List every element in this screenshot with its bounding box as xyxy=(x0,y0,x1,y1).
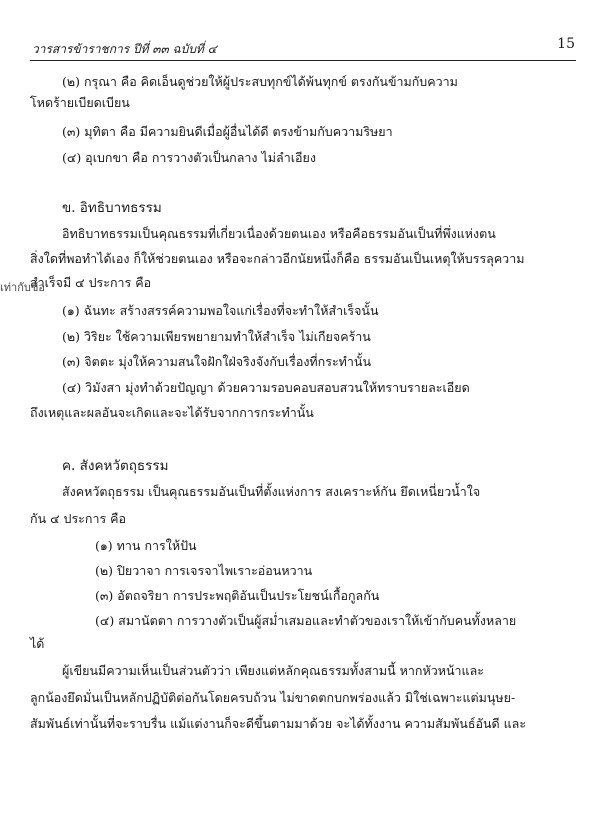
text-line: กัน ๔ ประการ คือ xyxy=(30,511,127,526)
list-item: (๑) ทาน การให้ปัน xyxy=(95,538,197,553)
text-line: (๔) อุเบกขา คือ การวางตัวเป็นกลาง ไม่ลำเอียง xyxy=(62,150,316,165)
text-line: (๓) มุทิตา คือ มีความยินดีเมื่อผู้อื่นได้ดี ตรงข้ามกับความริษยา xyxy=(62,124,393,139)
list-item: (๓) จิตตะ มุ่งให้ความสนใจฝักใฝ่จริงจังกับเรื่องที่กระทำนั้น xyxy=(62,354,372,369)
running-header xyxy=(30,36,575,58)
journal-title: วารสารข้าราชการ ปีที่ ๓๓ ฉบับที่ ๔ xyxy=(32,42,217,56)
text-line: ถึงเหตุและผลอันจะเกิดและจะได้รับจากการกระทำนั้น xyxy=(30,405,314,420)
section-heading: ค. สังคหวัตถุธรรม xyxy=(62,458,169,474)
text-line: สิ่งใดที่พอทำได้เอง ก็ให้ช่วยตนเอง หรือจะกล่าวอีกนัยหนึ่งก็คือ ธรรมอันเป็นเหตุให้บรรลุความ xyxy=(30,251,525,266)
text-line: ผู้เขียนมีความเห็นเป็นส่วนตัวว่า เพียงแต่หลักคุณธรรมทั้งสามนี้ หากหัวหน้าและ xyxy=(62,663,484,678)
page-number: 15 xyxy=(557,36,575,52)
list-item: (๑) ฉันทะ สร้างสรรค์ความพอใจแก่เรื่องที่จะทำให้สำเร็จนั้น xyxy=(62,303,379,318)
text-line: (๒) กรุณา คือ คิดเอ็นดูช่วยให้ผู้ประสบทุกข์ได้พ้นทุกข์ ตรงกันข้ามกับความ xyxy=(62,74,458,89)
list-item: (๔) วิมังสา มุ่งทำด้วยปัญญา ด้วยความรอบคอบสอบสวนให้ทราบรายละเอียด xyxy=(62,380,470,395)
text-line: สำเร็จมี ๔ ประการ คือ xyxy=(30,275,152,290)
text-line: โหดร้ายเบียดเบียน xyxy=(30,95,130,110)
header-rule xyxy=(30,60,576,61)
text-line: ได้ xyxy=(30,636,45,651)
section-heading: ข. อิทธิบาทธรรม xyxy=(62,200,162,216)
text-line: สังคหวัตถุธรรม เป็นคุณธรรมอันเป็นที่ตั้งแห่งการ สงเคราะห์กัน ยึดเหนี่ยวน้ำใจ xyxy=(62,484,481,499)
text-line: ลูกน้องยึดมั่นเป็นหลักปฏิบัติต่อกันโดยครบถ้วน ไม่ขาดตกบกพร่องแล้ว มิใช่เฉพาะแต่มนุษย- xyxy=(30,690,516,705)
list-item: (๔) สมานัตตา การวางตัวเป็นผู้สม่ำเสมอและทำตัวของเราให้เข้ากับคนทั้งหลาย xyxy=(95,613,517,628)
text-line: สัมพันธ์เท่านั้นที่จะราบรื่น แม้แต่งานก็จะดีขึ้นตามมาด้วย จะได้ทั้งงาน ความสัมพันธ์อันดี และ xyxy=(30,716,527,731)
margin-annotation: เท่ากับข้อ xyxy=(0,281,45,294)
list-item: (๒) วิริยะ ใช้ความเพียรพยายามทำให้สำเร็จ ไม่เกียจคร้าน xyxy=(62,329,371,344)
list-item: (๓) อัตถจริยา การประพฤติอันเป็นประโยชน์เกื้อกูลกัน xyxy=(95,588,380,603)
list-item: (๒) ปิยวาจา การเจรจาไพเราะอ่อนหวาน xyxy=(95,563,313,578)
text-line: อิทธิบาทธรรมเป็นคุณธรรมที่เกี่ยวเนื่องด้วยตนเอง หรือคือธรรมอันเป็นที่พึ่งแห่งตน xyxy=(62,226,496,241)
